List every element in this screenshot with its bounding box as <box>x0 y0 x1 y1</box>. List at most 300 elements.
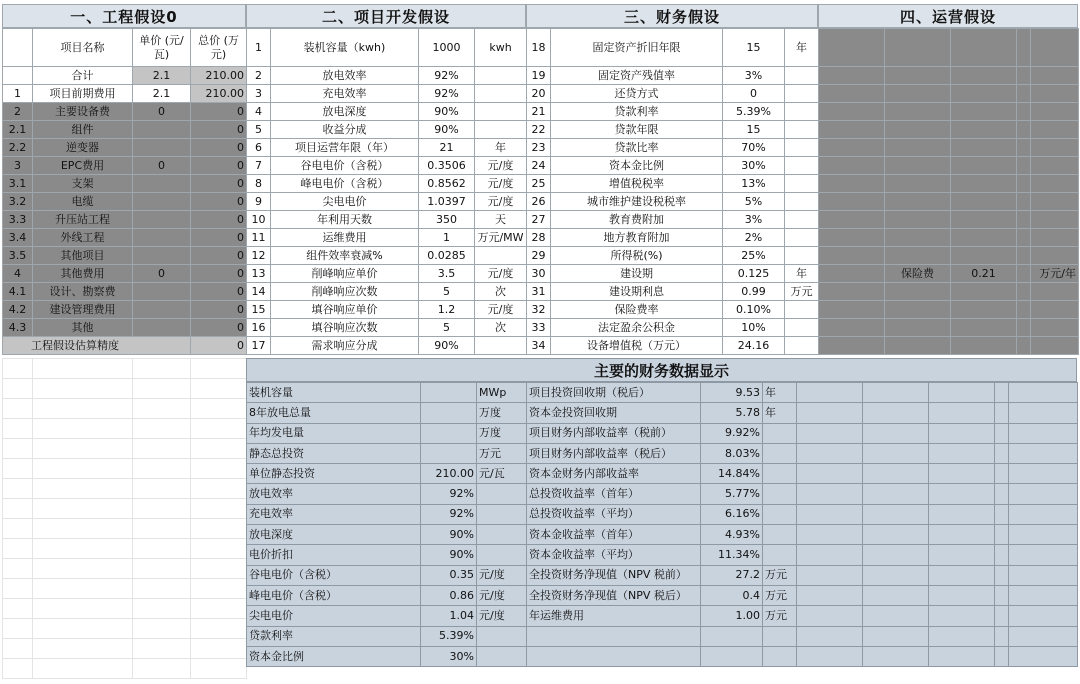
row-number: 1 <box>247 29 271 67</box>
parameter-value[interactable]: 90% <box>419 103 475 121</box>
parameter-value[interactable]: 0 <box>723 85 785 103</box>
parameter-name: 贷款年限 <box>551 121 723 139</box>
summary-title: 主要的财务数据显示 <box>246 358 1077 382</box>
summary-metric-unit: MWp <box>477 383 527 403</box>
summary-metric-name: 项目财务内部收益率（税前） <box>527 423 701 443</box>
blank-row <box>3 559 247 579</box>
summary-metric-value: 0.4 <box>701 585 763 605</box>
summary-metric-unit: 万元 <box>477 443 527 463</box>
summary-metric-unit: 万元 <box>763 585 797 605</box>
summary-metric-unit: 年 <box>763 383 797 403</box>
summary-metric-value: 5.78 <box>701 403 763 423</box>
empty-cell <box>3 579 33 599</box>
empty-cell <box>929 585 995 605</box>
empty-cell <box>951 193 1017 211</box>
empty-cell <box>863 484 929 504</box>
summary-metric-value: 90% <box>421 525 477 545</box>
empty-cell <box>995 504 1009 524</box>
summary-metric-unit: 年 <box>763 403 797 423</box>
summary-metric-unit <box>477 504 527 524</box>
parameter-name: 填谷响应单价 <box>271 301 419 319</box>
empty-cell <box>33 519 133 539</box>
table-row <box>819 157 1079 175</box>
parameter-value[interactable]: 1.2 <box>419 301 475 319</box>
empty-cell <box>951 301 1017 319</box>
row-number: 30 <box>527 265 551 283</box>
table-row <box>527 337 819 355</box>
summary-metric-name: 资本金比例 <box>247 646 421 666</box>
table-row <box>527 139 819 157</box>
empty-cell <box>885 157 951 175</box>
parameter-unit: 元/度 <box>475 157 527 175</box>
table-row <box>819 301 1079 319</box>
summary-metric-unit <box>763 423 797 443</box>
table-row <box>819 265 1079 283</box>
parameter-value[interactable]: 3% <box>723 211 785 229</box>
item-name: 设计、勘察费 <box>33 283 133 301</box>
item-name: 电缆 <box>33 193 133 211</box>
col-header-unit-price: 单价 (元/瓦) <box>133 29 191 67</box>
item-name: 组件 <box>33 121 133 139</box>
empty-cell <box>819 103 885 121</box>
empty-cell <box>863 443 929 463</box>
table-row <box>247 247 527 265</box>
table-row <box>3 301 247 319</box>
summary-metric-unit <box>763 504 797 524</box>
insurance-value[interactable]: 0.21 <box>951 265 1017 283</box>
parameter-unit <box>475 67 527 85</box>
summary-metric-unit: 万度 <box>477 403 527 423</box>
empty-cell <box>133 419 191 439</box>
total-price-cell[interactable]: 0 <box>191 229 247 247</box>
empty-cell <box>3 479 33 499</box>
empty-cell <box>1017 283 1031 301</box>
row-number: 2 <box>3 103 33 121</box>
empty-cell <box>1017 157 1031 175</box>
empty-cell <box>995 606 1009 626</box>
item-name: 其他项目 <box>33 247 133 265</box>
parameter-value[interactable]: 92% <box>419 85 475 103</box>
empty-cell <box>1009 606 1078 626</box>
parameter-value[interactable]: 0.3506 <box>419 157 475 175</box>
row-number: 10 <box>247 211 271 229</box>
table-row <box>527 265 819 283</box>
summary-metric-name: 静态总投资 <box>247 443 421 463</box>
summary-row <box>247 646 1078 666</box>
empty-cell <box>797 545 863 565</box>
table-row <box>247 301 527 319</box>
empty-cell <box>33 659 133 679</box>
parameter-value[interactable]: 0.10% <box>723 301 785 319</box>
row-number: 5 <box>247 121 271 139</box>
empty-cell <box>995 585 1009 605</box>
total-price-cell[interactable]: 0 <box>191 103 247 121</box>
empty-cell <box>885 229 951 247</box>
empty-cell <box>819 337 885 355</box>
empty-cell <box>133 579 191 599</box>
table-row <box>3 193 247 211</box>
summary-metric-name: 8年放电总量 <box>247 403 421 423</box>
empty-cell <box>885 121 951 139</box>
parameter-value[interactable]: 3.5 <box>419 265 475 283</box>
parameter-value[interactable]: 30% <box>723 157 785 175</box>
empty-cell <box>797 606 863 626</box>
total-price-cell[interactable]: 0 <box>191 139 247 157</box>
summary-metric-unit <box>477 484 527 504</box>
empty-cell <box>995 484 1009 504</box>
parameter-value[interactable]: 1.0397 <box>419 193 475 211</box>
summary-metric-value: 11.34% <box>701 545 763 565</box>
empty-cell <box>951 247 1017 265</box>
empty-cell <box>951 319 1017 337</box>
unit-price-cell[interactable] <box>133 139 191 157</box>
parameter-value[interactable]: 5 <box>419 319 475 337</box>
total-price-cell[interactable]: 0 <box>191 175 247 193</box>
parameter-value[interactable]: 24.16 <box>723 337 785 355</box>
total-price-cell[interactable]: 210.00 <box>191 67 247 85</box>
summary-metric-unit <box>763 464 797 484</box>
parameter-unit <box>785 301 819 319</box>
unit-price-cell[interactable]: 0 <box>133 103 191 121</box>
empty-cell <box>133 599 191 619</box>
row-number: 24 <box>527 157 551 175</box>
total-price-cell[interactable]: 0 <box>191 247 247 265</box>
parameter-unit <box>785 121 819 139</box>
empty-cell <box>797 565 863 585</box>
blank-grid <box>2 358 247 679</box>
parameter-unit: 万元/MW <box>475 229 527 247</box>
empty-cell <box>885 103 951 121</box>
empty-cell <box>191 659 247 679</box>
table-row <box>527 319 819 337</box>
summary-metric-name <box>527 626 701 646</box>
empty-cell <box>1009 525 1078 545</box>
table-row <box>247 85 527 103</box>
unit-price-cell[interactable] <box>133 121 191 139</box>
empty-cell <box>33 399 133 419</box>
parameter-value[interactable]: 13% <box>723 175 785 193</box>
parameter-value[interactable]: 1 <box>419 229 475 247</box>
parameter-value[interactable]: 5.39% <box>723 103 785 121</box>
unit-price-cell[interactable] <box>133 229 191 247</box>
unit-price-cell[interactable] <box>133 283 191 301</box>
empty-cell <box>1009 565 1078 585</box>
table-row <box>3 211 247 229</box>
table-row <box>247 121 527 139</box>
table-row <box>819 229 1079 247</box>
parameter-value[interactable]: 0.99 <box>723 283 785 301</box>
unit-price-cell[interactable]: 2.1 <box>133 67 191 85</box>
empty-cell <box>885 29 951 67</box>
empty-cell <box>133 399 191 419</box>
blank-row <box>3 539 247 559</box>
table-row <box>819 337 1079 355</box>
empty-cell <box>191 399 247 419</box>
table-row <box>3 67 247 85</box>
table-row <box>527 85 819 103</box>
empty-cell <box>1017 211 1031 229</box>
summary-row <box>247 423 1078 443</box>
parameter-value[interactable]: 0.8562 <box>419 175 475 193</box>
summary-metric-unit: 万元 <box>763 606 797 626</box>
unit-price-cell[interactable] <box>133 175 191 193</box>
empty-cell <box>929 464 995 484</box>
empty-cell <box>191 459 247 479</box>
parameter-unit: kwh <box>475 29 527 67</box>
table-row <box>247 265 527 283</box>
parameter-name: 填谷响应次数 <box>271 319 419 337</box>
item-name: 合计 <box>33 67 133 85</box>
empty-cell <box>1031 283 1079 301</box>
table-row <box>819 247 1079 265</box>
blank-row <box>3 399 247 419</box>
total-price-cell[interactable]: 0 <box>191 319 247 337</box>
col-header-total-price: 总价 (万元) <box>191 29 247 67</box>
row-number: 17 <box>247 337 271 355</box>
parameter-value[interactable]: 15 <box>723 29 785 67</box>
empty-cell <box>929 403 995 423</box>
empty-cell <box>1031 193 1079 211</box>
empty-cell <box>929 484 995 504</box>
parameter-value[interactable]: 0.0285 <box>419 247 475 265</box>
unit-price-cell[interactable] <box>133 247 191 265</box>
empty-cell <box>951 29 1017 67</box>
total-price-cell[interactable]: 0 <box>191 211 247 229</box>
empty-cell <box>133 499 191 519</box>
summary-metric-value: 0.86 <box>421 585 477 605</box>
row-number: 1 <box>3 85 33 103</box>
parameter-value[interactable]: 3% <box>723 67 785 85</box>
summary-metric-value: 5.39% <box>421 626 477 646</box>
empty-cell <box>133 659 191 679</box>
empty-cell <box>995 443 1009 463</box>
summary-table <box>246 382 1078 667</box>
summary-row <box>247 545 1078 565</box>
empty-cell <box>863 383 929 403</box>
table-row <box>527 175 819 193</box>
unit-price-cell[interactable] <box>133 319 191 337</box>
summary-metric-unit: 万度 <box>477 423 527 443</box>
empty-cell <box>819 265 885 283</box>
summary-metric-name: 全投资财务净现值（NPV 税后） <box>527 585 701 605</box>
empty-cell <box>3 659 33 679</box>
parameter-name: 城市维护建设税税率 <box>551 193 723 211</box>
empty-cell <box>885 175 951 193</box>
empty-cell <box>819 211 885 229</box>
parameter-name: 贷款利率 <box>551 103 723 121</box>
insurance-unit: 万元/年 <box>1031 265 1079 283</box>
unit-price-cell[interactable] <box>133 211 191 229</box>
empty-cell <box>863 585 929 605</box>
empty-cell <box>1031 337 1079 355</box>
parameter-unit <box>785 193 819 211</box>
table-row <box>247 29 527 67</box>
parameter-value[interactable]: 10% <box>723 319 785 337</box>
empty-cell <box>1017 139 1031 157</box>
parameter-value[interactable]: 5 <box>419 283 475 301</box>
summary-metric-value <box>421 423 477 443</box>
empty-cell <box>1031 319 1079 337</box>
unit-price-cell[interactable] <box>133 193 191 211</box>
item-name: 其他费用 <box>33 265 133 283</box>
total-price-cell[interactable]: 0 <box>191 157 247 175</box>
parameter-unit: 次 <box>475 319 527 337</box>
total-price-cell[interactable]: 0 <box>191 283 247 301</box>
empty-cell <box>819 139 885 157</box>
empty-cell <box>133 439 191 459</box>
total-price-cell[interactable]: 0 <box>191 265 247 283</box>
empty-cell <box>1017 265 1031 283</box>
empty-cell <box>885 319 951 337</box>
empty-cell <box>995 545 1009 565</box>
summary-row <box>247 585 1078 605</box>
empty-cell <box>1017 29 1031 67</box>
table-row <box>527 247 819 265</box>
parameter-value[interactable]: 92% <box>419 67 475 85</box>
empty-cell <box>191 539 247 559</box>
summary-metric-value: 92% <box>421 504 477 524</box>
parameter-value[interactable]: 25% <box>723 247 785 265</box>
parameter-value[interactable]: 90% <box>419 121 475 139</box>
empty-cell <box>3 619 33 639</box>
table-row <box>819 67 1079 85</box>
table-row <box>3 121 247 139</box>
total-price-cell[interactable]: 0 <box>191 121 247 139</box>
empty-cell <box>819 29 885 67</box>
summary-row <box>247 606 1078 626</box>
parameter-value[interactable]: 90% <box>419 337 475 355</box>
empty-cell <box>819 67 885 85</box>
empty-cell <box>951 283 1017 301</box>
summary-row <box>247 565 1078 585</box>
parameter-name: 所得税(%) <box>551 247 723 265</box>
empty-cell <box>995 646 1009 666</box>
engineering-table <box>2 28 247 355</box>
table-row <box>819 121 1079 139</box>
row-number: 15 <box>247 301 271 319</box>
empty-cell <box>191 479 247 499</box>
unit-price-cell[interactable] <box>133 301 191 319</box>
parameter-value[interactable]: 15 <box>723 121 785 139</box>
unit-price-cell[interactable]: 2.1 <box>133 85 191 103</box>
empty-cell <box>1009 626 1078 646</box>
empty-cell <box>1009 585 1078 605</box>
blank-row <box>3 479 247 499</box>
row-number: 3 <box>3 157 33 175</box>
total-price-cell[interactable]: 210.00 <box>191 85 247 103</box>
empty-cell <box>797 646 863 666</box>
empty-cell <box>819 319 885 337</box>
parameter-value[interactable]: 5% <box>723 193 785 211</box>
summary-metric-value: 9.53 <box>701 383 763 403</box>
table-row <box>527 29 819 67</box>
precision-label: 工程假设估算精度 <box>3 337 191 355</box>
empty-cell <box>1031 67 1079 85</box>
table-row <box>247 103 527 121</box>
cell-no-header <box>3 29 33 67</box>
empty-cell <box>33 439 133 459</box>
unit-price-cell[interactable]: 0 <box>133 265 191 283</box>
table-row <box>819 175 1079 193</box>
table-row <box>3 247 247 265</box>
section-header-finance: 三、财务假设 <box>526 4 818 28</box>
summary-metric-unit <box>763 626 797 646</box>
summary-metric-value: 5.77% <box>701 484 763 504</box>
empty-cell <box>797 626 863 646</box>
parameter-name: 组件效率衰减% <box>271 247 419 265</box>
summary-metric-value: 1.00 <box>701 606 763 626</box>
empty-cell <box>797 403 863 423</box>
item-name: 其他 <box>33 319 133 337</box>
total-price-cell[interactable]: 0 <box>191 193 247 211</box>
summary-metric-value <box>421 443 477 463</box>
parameter-name: 收益分成 <box>271 121 419 139</box>
summary-metric-unit <box>763 484 797 504</box>
empty-cell <box>3 399 33 419</box>
summary-metric-name <box>527 646 701 666</box>
table-row <box>527 193 819 211</box>
empty-cell <box>863 606 929 626</box>
parameter-unit <box>785 103 819 121</box>
finance-table <box>526 28 819 355</box>
parameter-value[interactable]: 70% <box>723 139 785 157</box>
summary-metric-unit: 元/度 <box>477 606 527 626</box>
empty-cell <box>885 139 951 157</box>
parameter-unit: 元/度 <box>475 193 527 211</box>
parameter-value[interactable]: 0.125 <box>723 265 785 283</box>
summary-metric-name: 充电效率 <box>247 504 421 524</box>
parameter-value[interactable]: 1000 <box>419 29 475 67</box>
parameter-unit <box>475 247 527 265</box>
table-row <box>819 139 1079 157</box>
empty-cell <box>133 359 191 379</box>
empty-cell <box>1031 29 1079 67</box>
parameter-value[interactable]: 350 <box>419 211 475 229</box>
total-price-cell[interactable]: 0 <box>191 301 247 319</box>
empty-cell <box>3 419 33 439</box>
parameter-unit <box>475 121 527 139</box>
empty-cell <box>191 579 247 599</box>
empty-cell <box>929 504 995 524</box>
empty-cell <box>819 247 885 265</box>
empty-cell <box>1031 103 1079 121</box>
table-row <box>819 211 1079 229</box>
empty-cell <box>885 67 951 85</box>
parameter-name: 削峰响应次数 <box>271 283 419 301</box>
row-number: 2.2 <box>3 139 33 157</box>
row-number <box>3 67 33 85</box>
empty-cell <box>191 379 247 399</box>
blank-row <box>3 619 247 639</box>
empty-cell <box>1017 193 1031 211</box>
empty-cell <box>995 565 1009 585</box>
precision-value[interactable]: 0 <box>191 337 247 355</box>
table-row <box>3 229 247 247</box>
parameter-value[interactable]: 2% <box>723 229 785 247</box>
blank-row <box>3 379 247 399</box>
summary-metric-value: 27.2 <box>701 565 763 585</box>
parameter-unit <box>475 85 527 103</box>
empty-cell <box>3 379 33 399</box>
empty-cell <box>1031 139 1079 157</box>
empty-cell <box>863 626 929 646</box>
empty-cell <box>929 525 995 545</box>
parameter-name: 法定盈余公积金 <box>551 319 723 337</box>
row-number: 16 <box>247 319 271 337</box>
parameter-value[interactable]: 21 <box>419 139 475 157</box>
unit-price-cell[interactable]: 0 <box>133 157 191 175</box>
parameter-unit: 万元 <box>785 283 819 301</box>
